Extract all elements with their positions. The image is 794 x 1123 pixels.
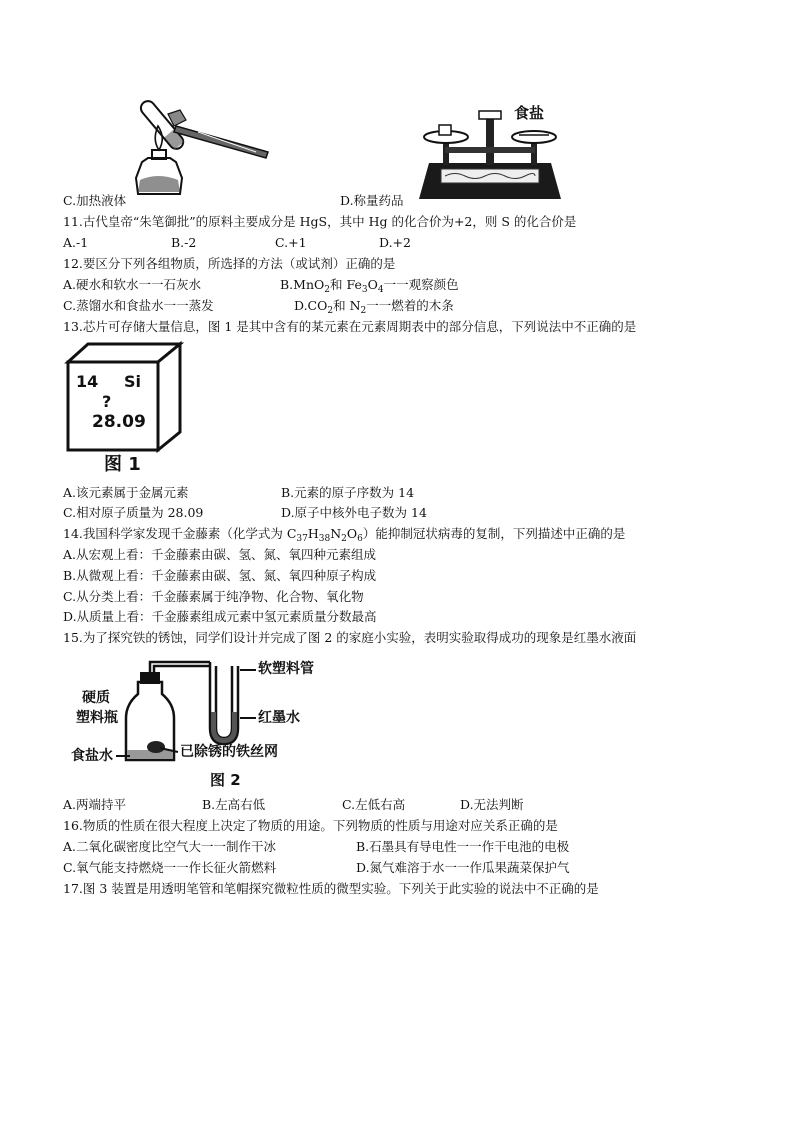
q13-option-b: B.元素的原子序数为 14 (281, 485, 415, 500)
element-symbol: Si (124, 372, 142, 391)
heating-liquid-figure (128, 96, 288, 200)
figure-1-caption: 图 1 (104, 454, 141, 475)
label-bottle-line1: 硬质 (82, 690, 110, 706)
q17-stem: 17.图 3 装置是用透明笔管和笔帽探究微粒性质的微型实验。下列关于此实验的说法中不正确的是 (63, 881, 599, 896)
label-bottle-line2: 塑料瓶 (76, 710, 118, 726)
q14-option-c: C.从分类上看：千金藤素属于纯净物、化合物、氧化物 (63, 589, 364, 604)
q14-option-b: B.从微观上看：千金藤素由碳、氢、氮、氧四种原子构成 (63, 568, 377, 583)
q11-stem: 11.古代皇帝“朱笔御批”的原料主要成分是 HgS，其中 Hg 的化合价为+2，则 S 的化合价是 (63, 214, 577, 229)
q12-stem: 12.要区分下列各组物质，所选择的方法（或试剂）正确的是 (63, 256, 396, 271)
q16-option-d: D.氮气难溶于水一一作瓜果蔬菜保护气 (356, 860, 570, 875)
q11-option-b: B.-2 (171, 235, 197, 250)
element-mass: 28.09 (92, 412, 146, 432)
q15-stem: 15.为了探究铁的锈蚀，同学们设计并完成了图 2 的家庭小实验，表明实验取得成功的现象是红墨水液面 (63, 630, 637, 645)
element-name-unknown: ? (102, 392, 112, 411)
q16-option-a: A.二氧化碳密度比空气大一一制作干冰 (63, 839, 277, 854)
label-salt-water: 食盐水 (71, 748, 113, 764)
q15-option-b: B.左高右低 (202, 797, 266, 812)
q12-option-b: B.MnO$_2$和 $Fe_3O_4$一一观察颜色 (280, 277, 459, 295)
q16-option-c: C.氧气能支持燃烧一一作长征火箭燃料 (63, 860, 277, 875)
q14-option-d: D.从质量上看：千金藤素组成元素中氢元素质量分数最高 (63, 609, 377, 624)
q13-stem: 13.芯片可存储大量信息，图 1 是其中含有的某元素在元素周期表中的部分信息，下列说法中不正确的是 (63, 319, 637, 334)
q12-option-c: C.蒸馏水和食盐水一一蒸发 (63, 298, 214, 313)
q10-option-d: D.称量药品 (340, 193, 404, 208)
q11-option-a: A.-1 (63, 235, 89, 250)
q12-option-a: A.硬水和软水一一石灰水 (63, 277, 202, 292)
label-iron-mesh: 已除锈的铁丝网 (180, 744, 278, 760)
q15-option-c: C.左低右高 (342, 797, 406, 812)
q10-option-c: C.加热液体 (63, 193, 127, 208)
q12-option-d: $D.CO_2$和 $N_2$一一燃着的木条 (294, 298, 454, 316)
q16-option-b: B.石墨具有导电性一一作干电池的电极 (356, 839, 570, 854)
label-red-ink: 红墨水 (258, 710, 300, 726)
balance-label: 食盐 (514, 104, 545, 122)
q11-option-c: C.+1 (275, 235, 307, 250)
q14-option-a: A.从宏观上看：千金藤素由碳、氢、氮、氧四种元素组成 (63, 547, 377, 562)
q13-option-d: D.原子中核外电子数为 14 (281, 505, 427, 520)
element-atomic-number: 14 (76, 372, 99, 391)
q16-stem: 16.物质的性质在很大程度上决定了物质的用途。下列物质的性质与用途对应关系正确的是 (63, 818, 558, 833)
q15-option-d: D.无法判断 (460, 797, 524, 812)
q13-option-c: C.相对原子质量为 28.09 (63, 505, 204, 520)
figure-2-caption: 图 2 (210, 771, 241, 789)
q15-option-a: A.两端持平 (63, 797, 127, 812)
label-soft-tube: 软塑料管 (258, 661, 314, 677)
q14-stem: 14.我国科学家发现千金藤素（化学式为 $C_{37}H_{38}N_2O_6$）能抑制冠状病毒的复制，下列描述中正确的是 (63, 526, 626, 544)
q13-option-a: A.该元素属于金属元素 (63, 485, 189, 500)
q11-option-d: D.+2 (379, 235, 411, 250)
